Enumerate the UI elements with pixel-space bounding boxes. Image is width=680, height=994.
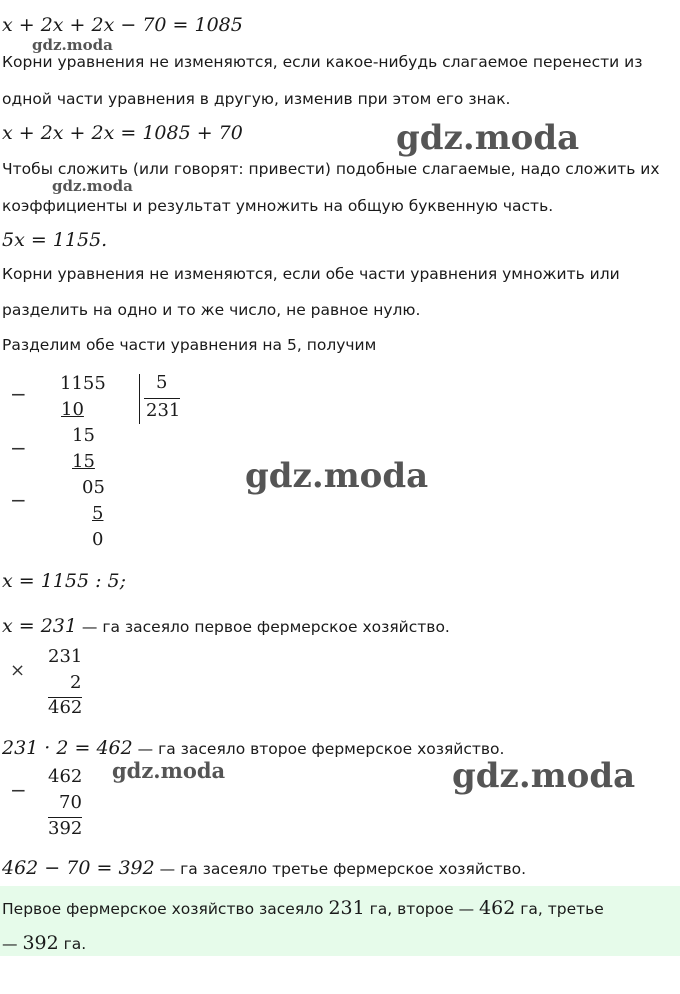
watermark: gdz.moda: [245, 456, 429, 496]
result-text: — га засеяло третье фермерское хозяйство.: [154, 860, 527, 878]
equation-1: x + 2x + 2x − 70 = 1085: [2, 14, 243, 36]
equation-2: x + 2x + 2x = 1085 + 70: [2, 122, 243, 144]
equation-3: 5x = 1155.: [2, 229, 108, 251]
minus-sign: −: [10, 436, 27, 460]
watermark: gdz.moda: [396, 118, 580, 158]
division-bar: [144, 398, 180, 399]
watermark: gdz.moda: [52, 177, 133, 195]
division-bar: [139, 374, 140, 424]
subtrahend: 70: [59, 792, 82, 813]
division-row: 05: [82, 477, 105, 498]
rule-text-1b: одной части уравнения в другую, изменив при этом его знак.: [2, 90, 511, 108]
minus-sign: −: [10, 778, 27, 802]
difference: 392: [48, 818, 83, 839]
times-sign: ×: [10, 660, 26, 681]
division-row: 5: [92, 503, 104, 524]
result-line-2: [2, 737, 504, 759]
minuend: 462: [48, 766, 83, 787]
division-row: 0: [92, 529, 104, 550]
result-math: x = 231: [2, 615, 77, 637]
result-line-1: [2, 615, 450, 637]
rule-text-3b: разделить на одно и то же число, не равное нулю.: [2, 301, 421, 319]
watermark: gdz.moda: [112, 758, 226, 783]
factor-a: 231: [48, 646, 83, 667]
result-text: — га засеяло первое фермерское хозяйство.: [76, 618, 450, 636]
result-math: 231 · 2 = 462: [2, 737, 133, 759]
rule-text-2a: Чтобы сложить (или говорят: привести) подобные слагаемые, надо сложить их: [2, 160, 660, 178]
answer-line-2: — 392 га.: [2, 932, 87, 954]
division-row: 15: [72, 425, 95, 446]
watermark: gdz.moda: [32, 36, 113, 54]
division-row: 15: [72, 451, 95, 472]
dividend: 1155: [60, 373, 106, 394]
result-math: 462 − 70 = 392: [2, 857, 155, 879]
divide-intro: Разделим обе части уравнения на 5, получим: [2, 336, 377, 354]
minus-sign: −: [10, 382, 27, 406]
minus-sign: −: [10, 488, 27, 512]
result-line-3: [2, 857, 526, 879]
equation-4: x = 1155 : 5;: [2, 570, 127, 592]
answer-box: [0, 886, 680, 956]
product: 462: [48, 697, 83, 718]
quotient: 231: [146, 400, 181, 421]
divisor: 5: [156, 372, 168, 393]
answer-line-1: Первое фермерское хозяйство засеяло 231 га, второе — 462 га, третье: [2, 897, 604, 919]
factor-b: 2: [70, 672, 82, 693]
rule-text-3a: Корни уравнения не изменяются, если обе части уравнения умножить или: [2, 265, 620, 283]
rule-text-2b: коэффициенты и результат умножить на общую буквенную часть.: [2, 197, 554, 215]
watermark: gdz.moda: [452, 756, 636, 796]
result-text: — га засеяло второе фермерское хозяйство.: [132, 740, 505, 758]
division-row: 10: [61, 399, 84, 420]
rule-text-1a: Корни уравнения не изменяются, если какое-нибудь слагаемое перенести из: [2, 53, 643, 71]
